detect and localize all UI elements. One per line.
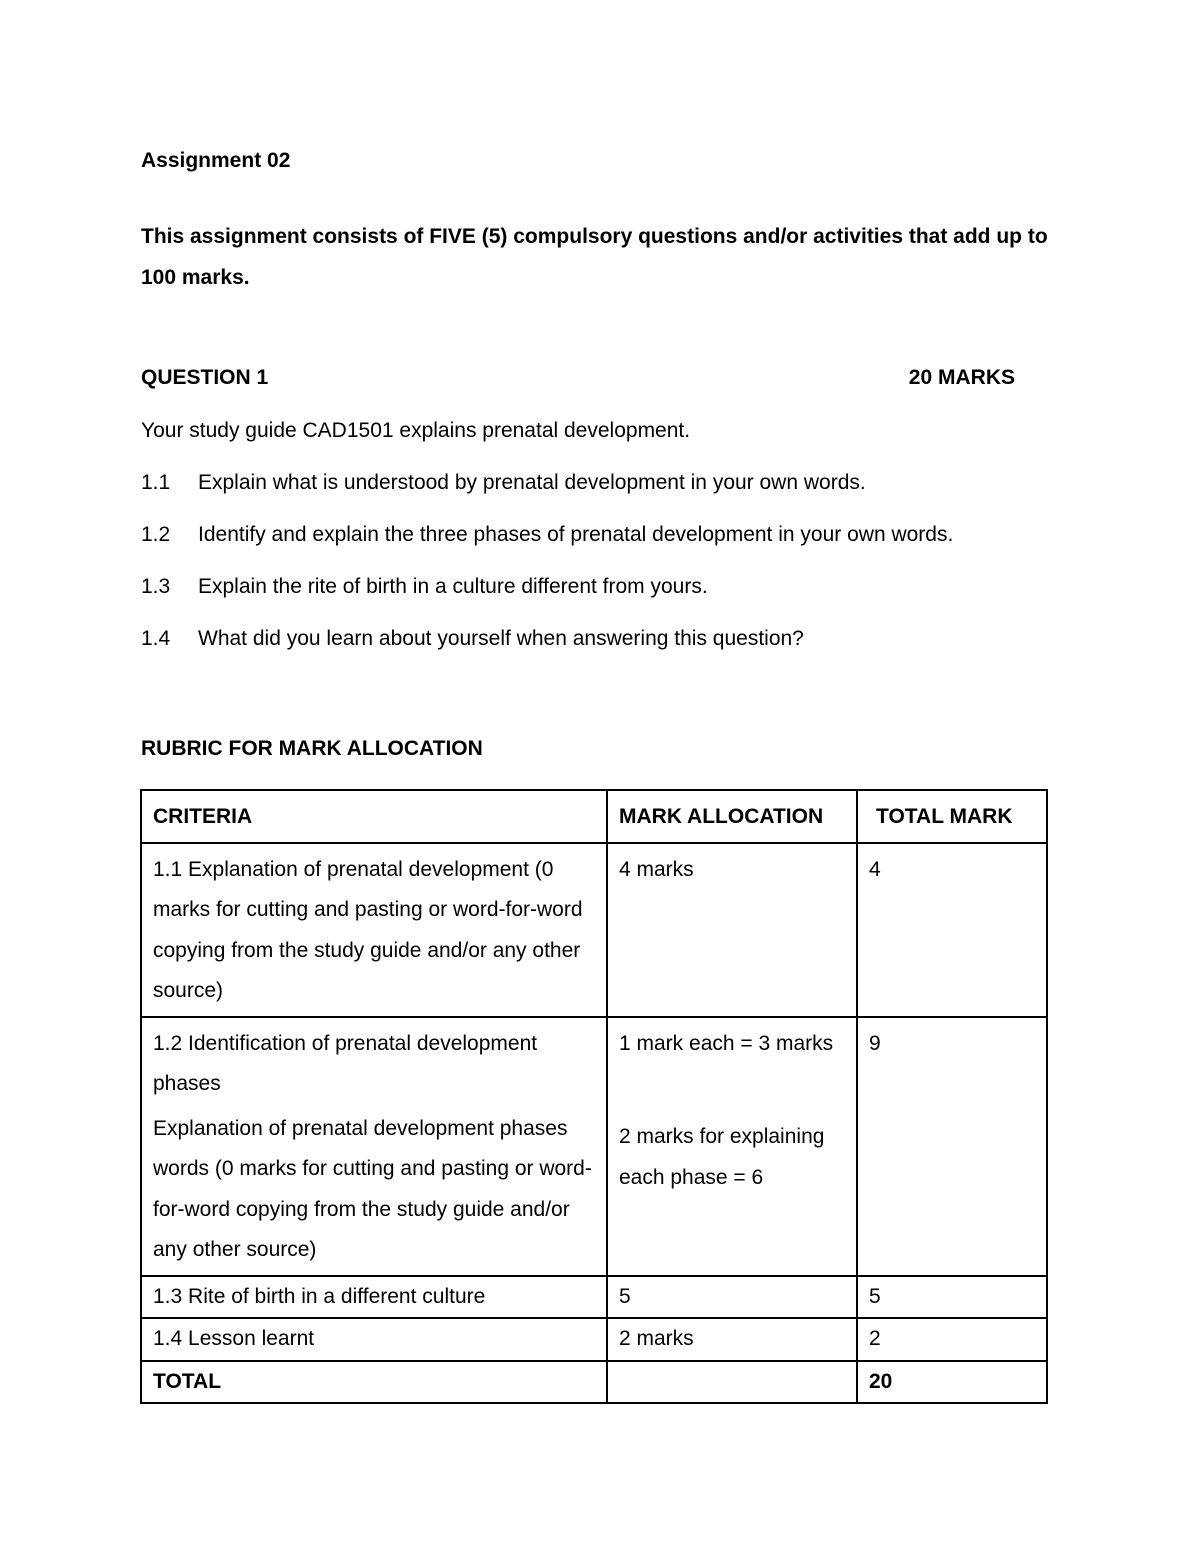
- total-header: TOTAL MARK: [857, 790, 1047, 843]
- table-row: [141, 1017, 1047, 1276]
- total-cell: 4: [857, 843, 1047, 1017]
- allocation-cell: [607, 1361, 857, 1404]
- total-cell: 5: [857, 1276, 1047, 1319]
- question-text: Explain what is understood by prenatal development in your own words.: [198, 471, 866, 494]
- rubric-title: RUBRIC FOR MARK ALLOCATION: [141, 737, 483, 760]
- criteria-cell: 1.3 Rite of birth in a different culture: [141, 1276, 607, 1319]
- criteria-part-explanation: Explanation of prenatal development phases words (0 marks for cutting and pasting or word-for-word copying from the study guide and/or any other source): [153, 1116, 592, 1261]
- question-text: Identify and explain the three phases of prenatal development in your own words.: [198, 523, 954, 546]
- question-number: 1.3: [141, 575, 171, 598]
- question-intro: Your study guide CAD1501 explains prenatal development.: [141, 419, 691, 442]
- criteria-part-identification: 1.2 Identification of prenatal development phases: [153, 1031, 538, 1095]
- allocation-cell: 5: [607, 1276, 857, 1319]
- question-text: Explain the rite of birth in a culture different from yours.: [198, 575, 708, 598]
- table-row: [141, 1318, 1047, 1361]
- allocation-cell: [607, 1017, 857, 1276]
- rubric-table: [140, 789, 1048, 1404]
- allocation-cell: 4 marks: [607, 843, 857, 1017]
- assignment-intro: This assignment consists of FIVE (5) compulsory questions and/or activities that add up to 100 marks.: [141, 225, 1048, 289]
- question-number: 1.1: [141, 471, 171, 494]
- table-row: [141, 1276, 1047, 1319]
- criteria-cell: [141, 1017, 607, 1276]
- total-label: TOTAL: [141, 1361, 607, 1404]
- question-label: QUESTION 1: [141, 366, 269, 389]
- allocation-header: MARK ALLOCATION: [607, 790, 857, 843]
- question-text: What did you learn about yourself when answering this question?: [198, 627, 804, 650]
- rubric-header-row: [141, 790, 1047, 843]
- total-cell: 9: [857, 1017, 1047, 1276]
- question-heading: [141, 366, 1015, 390]
- question-number: 1.2: [141, 523, 171, 546]
- criteria-cell: 1.4 Lesson learnt: [141, 1318, 607, 1361]
- allocation-part-identification: 1 mark each = 3 marks: [619, 1031, 834, 1055]
- grand-total: 20: [857, 1361, 1047, 1404]
- allocation-cell: 2 marks: [607, 1318, 857, 1361]
- question-list: [141, 471, 953, 679]
- table-row: [141, 843, 1047, 1017]
- criteria-header: CRITERIA: [141, 790, 607, 843]
- allocation-part-explanation: 2 marks for explaining each phase = 6: [619, 1125, 825, 1189]
- question-marks: 20 MARKS: [908, 366, 1015, 389]
- assignment-title: Assignment 02: [141, 149, 291, 172]
- question-item: [141, 575, 953, 627]
- total-cell: 2: [857, 1318, 1047, 1361]
- question-item: [141, 523, 953, 575]
- question-number: 1.4: [141, 627, 171, 650]
- question-item: [141, 627, 953, 679]
- rubric-total-row: [141, 1361, 1047, 1404]
- question-item: [141, 471, 953, 523]
- criteria-cell: 1.1 Explanation of prenatal development (0 marks for cutting and pasting or word-for-word copying from the study guide and/or any other source): [141, 843, 607, 1017]
